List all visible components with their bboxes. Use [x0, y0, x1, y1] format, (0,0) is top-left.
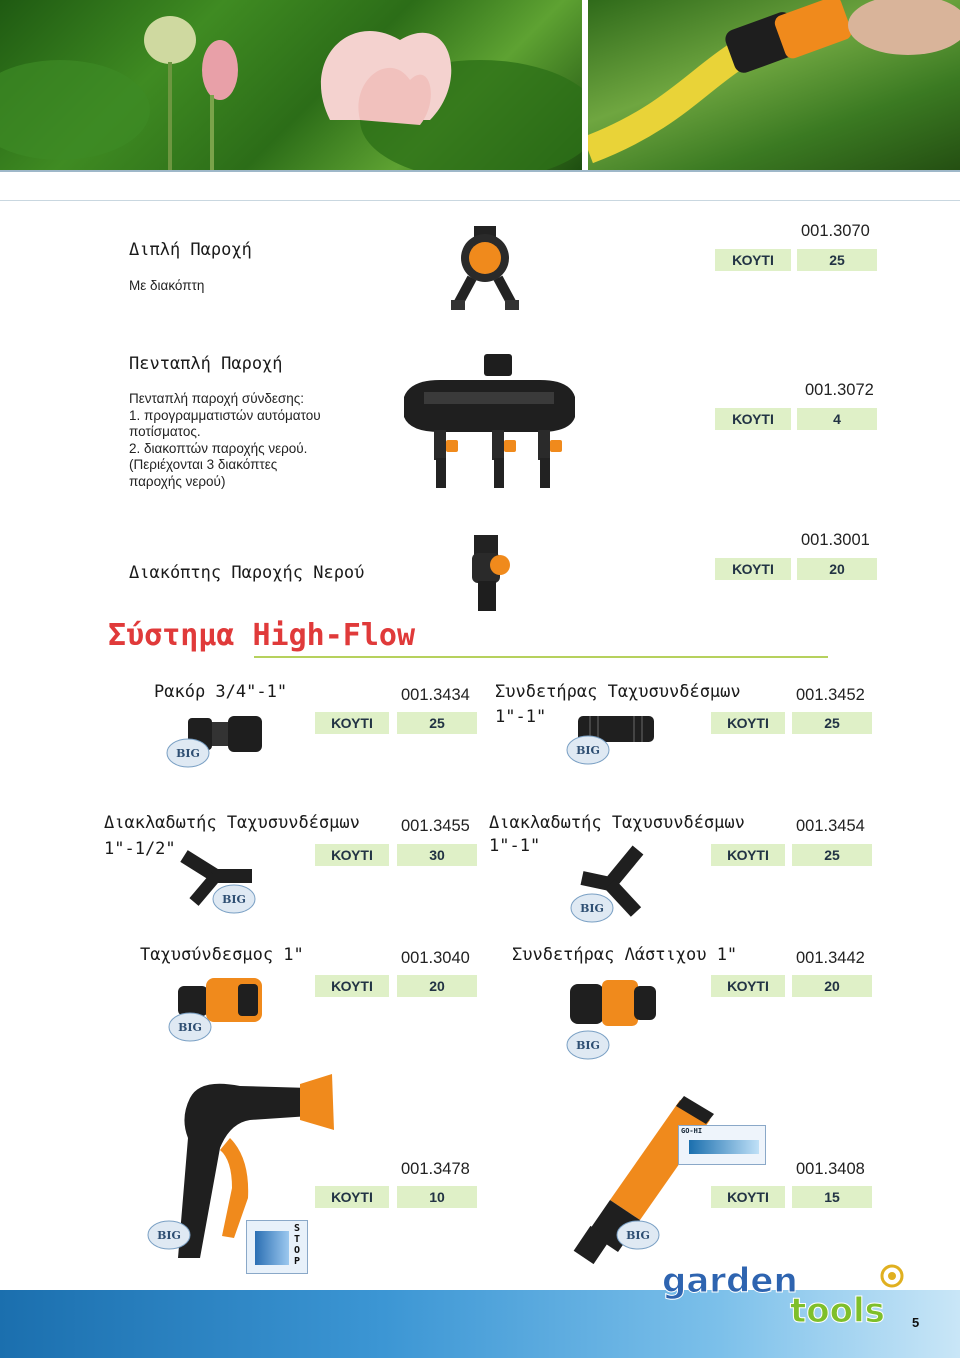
product-title: Διπλή Παροχή: [129, 240, 252, 260]
header-divider-thin: [0, 200, 960, 201]
box-qty: 4: [797, 408, 877, 430]
box-label: ΚΟΥΤΙ: [711, 1186, 785, 1208]
mode-feature-icon: GO-HI: [678, 1125, 766, 1165]
box-qty: 25: [397, 712, 477, 734]
grid-item-subtitle: 1"-1": [495, 707, 547, 727]
grid-item-title: Διακλαδωτής Ταχυσυνδέσμων: [104, 813, 360, 833]
grid-item-title: Συνδετήρας Ταχυσυνδέσμων: [495, 682, 741, 702]
grid-item-subtitle: 1"-1": [489, 836, 541, 856]
box-label: ΚΟΥΤΙ: [715, 558, 791, 580]
box-label: ΚΟΥΤΙ: [315, 712, 389, 734]
grid-item-title: Διακλαδωτής Ταχυσυνδέσμων: [489, 813, 745, 833]
product-code: 001.3452: [796, 686, 865, 704]
box-qty: 25: [792, 844, 872, 866]
product-desc: Πενταπλή παροχή σύνδεσης: 1. προγραμματιστών αυτόματου ποτίσματος. 2. διακοπτών παροχής νερού. (Περιέχονται 3 διακόπτες παροχής νερού): [129, 391, 321, 489]
box-qty: 25: [792, 712, 872, 734]
box-qty: 25: [797, 249, 877, 271]
product-code: 001.3040: [401, 949, 470, 967]
svg-text:BIG: BIG: [580, 902, 604, 915]
svg-text:BIG: BIG: [576, 1039, 600, 1052]
big-badge-icon: [566, 1030, 610, 1060]
box-label: ΚΟΥΤΙ: [711, 844, 785, 866]
box-label: ΚΟΥΤΙ: [711, 712, 785, 734]
product-image-double-tap: [446, 222, 524, 314]
big-badge-icon: [616, 1220, 660, 1250]
section-rule: [254, 656, 828, 658]
big-badge-icon: [212, 884, 256, 914]
stop-label: STOP: [294, 1223, 301, 1267]
product-code: 001.3454: [796, 817, 865, 835]
product-code: 001.3001: [801, 531, 870, 549]
svg-text:BIG: BIG: [576, 744, 600, 757]
svg-text:garden: garden: [662, 1262, 798, 1301]
box-label: ΚΟΥΤΙ: [715, 249, 791, 271]
page-number: 5: [912, 1315, 920, 1330]
header-photo-hose: [588, 0, 960, 170]
box-label: ΚΟΥΤΙ: [315, 1186, 389, 1208]
big-badge-icon: [147, 1220, 191, 1250]
section-title: Σύστημα High-Flow: [108, 618, 416, 653]
grid-item-title: Ταχυσύνδεσμος 1": [140, 945, 304, 965]
svg-text:BIG: BIG: [157, 1229, 181, 1242]
box-label: ΚΟΥΤΙ: [315, 975, 389, 997]
grid-item-title: Ρακόρ 3/4"-1": [154, 682, 288, 702]
svg-text:tools: tools: [790, 1291, 885, 1326]
big-badge-icon: [166, 738, 210, 768]
header-photo-lotus: [0, 0, 582, 170]
stop-feature-icon: [246, 1220, 308, 1274]
big-badge-icon: [566, 735, 610, 765]
svg-text:BIG: BIG: [178, 1021, 202, 1034]
svg-text:BIG: BIG: [626, 1229, 650, 1242]
grid-item-subtitle: 1"-1/2": [104, 839, 176, 859]
garden-tools-logo: [660, 1262, 920, 1326]
svg-text:BIG: BIG: [222, 893, 246, 906]
product-code: 001.3072: [805, 381, 874, 399]
product-image-hose-connector: [568, 976, 658, 1030]
product-code: 001.3434: [401, 686, 470, 704]
box-qty: 30: [397, 844, 477, 866]
product-code: 001.3455: [401, 817, 470, 835]
grid-item-title: Συνδετήρας Λάστιχου 1": [512, 945, 738, 965]
big-badge-icon: [168, 1012, 212, 1042]
box-label: ΚΟΥΤΙ: [315, 844, 389, 866]
box-qty: 15: [792, 1186, 872, 1208]
svg-text:BIG: BIG: [176, 747, 200, 760]
product-code: 001.3070: [801, 222, 870, 240]
box-label: ΚΟΥΤΙ: [711, 975, 785, 997]
product-title: Διακόπτης Παροχής Νερού: [129, 563, 365, 583]
box-qty: 20: [797, 558, 877, 580]
box-qty: 20: [397, 975, 477, 997]
product-code: 001.3408: [796, 1160, 865, 1178]
big-badge-icon: [570, 893, 614, 923]
product-code: 001.3478: [401, 1160, 470, 1178]
product-desc: Με διακόπτη: [129, 278, 205, 293]
box-label: ΚΟΥΤΙ: [715, 408, 791, 430]
product-image-five-way-manifold: [400, 352, 578, 494]
box-qty: 10: [397, 1186, 477, 1208]
box-qty: 20: [792, 975, 872, 997]
product-title: Πενταπλή Παροχή: [129, 354, 283, 374]
product-image-water-valve: [466, 533, 514, 613]
product-code: 001.3442: [796, 949, 865, 967]
header-divider: [0, 170, 960, 172]
